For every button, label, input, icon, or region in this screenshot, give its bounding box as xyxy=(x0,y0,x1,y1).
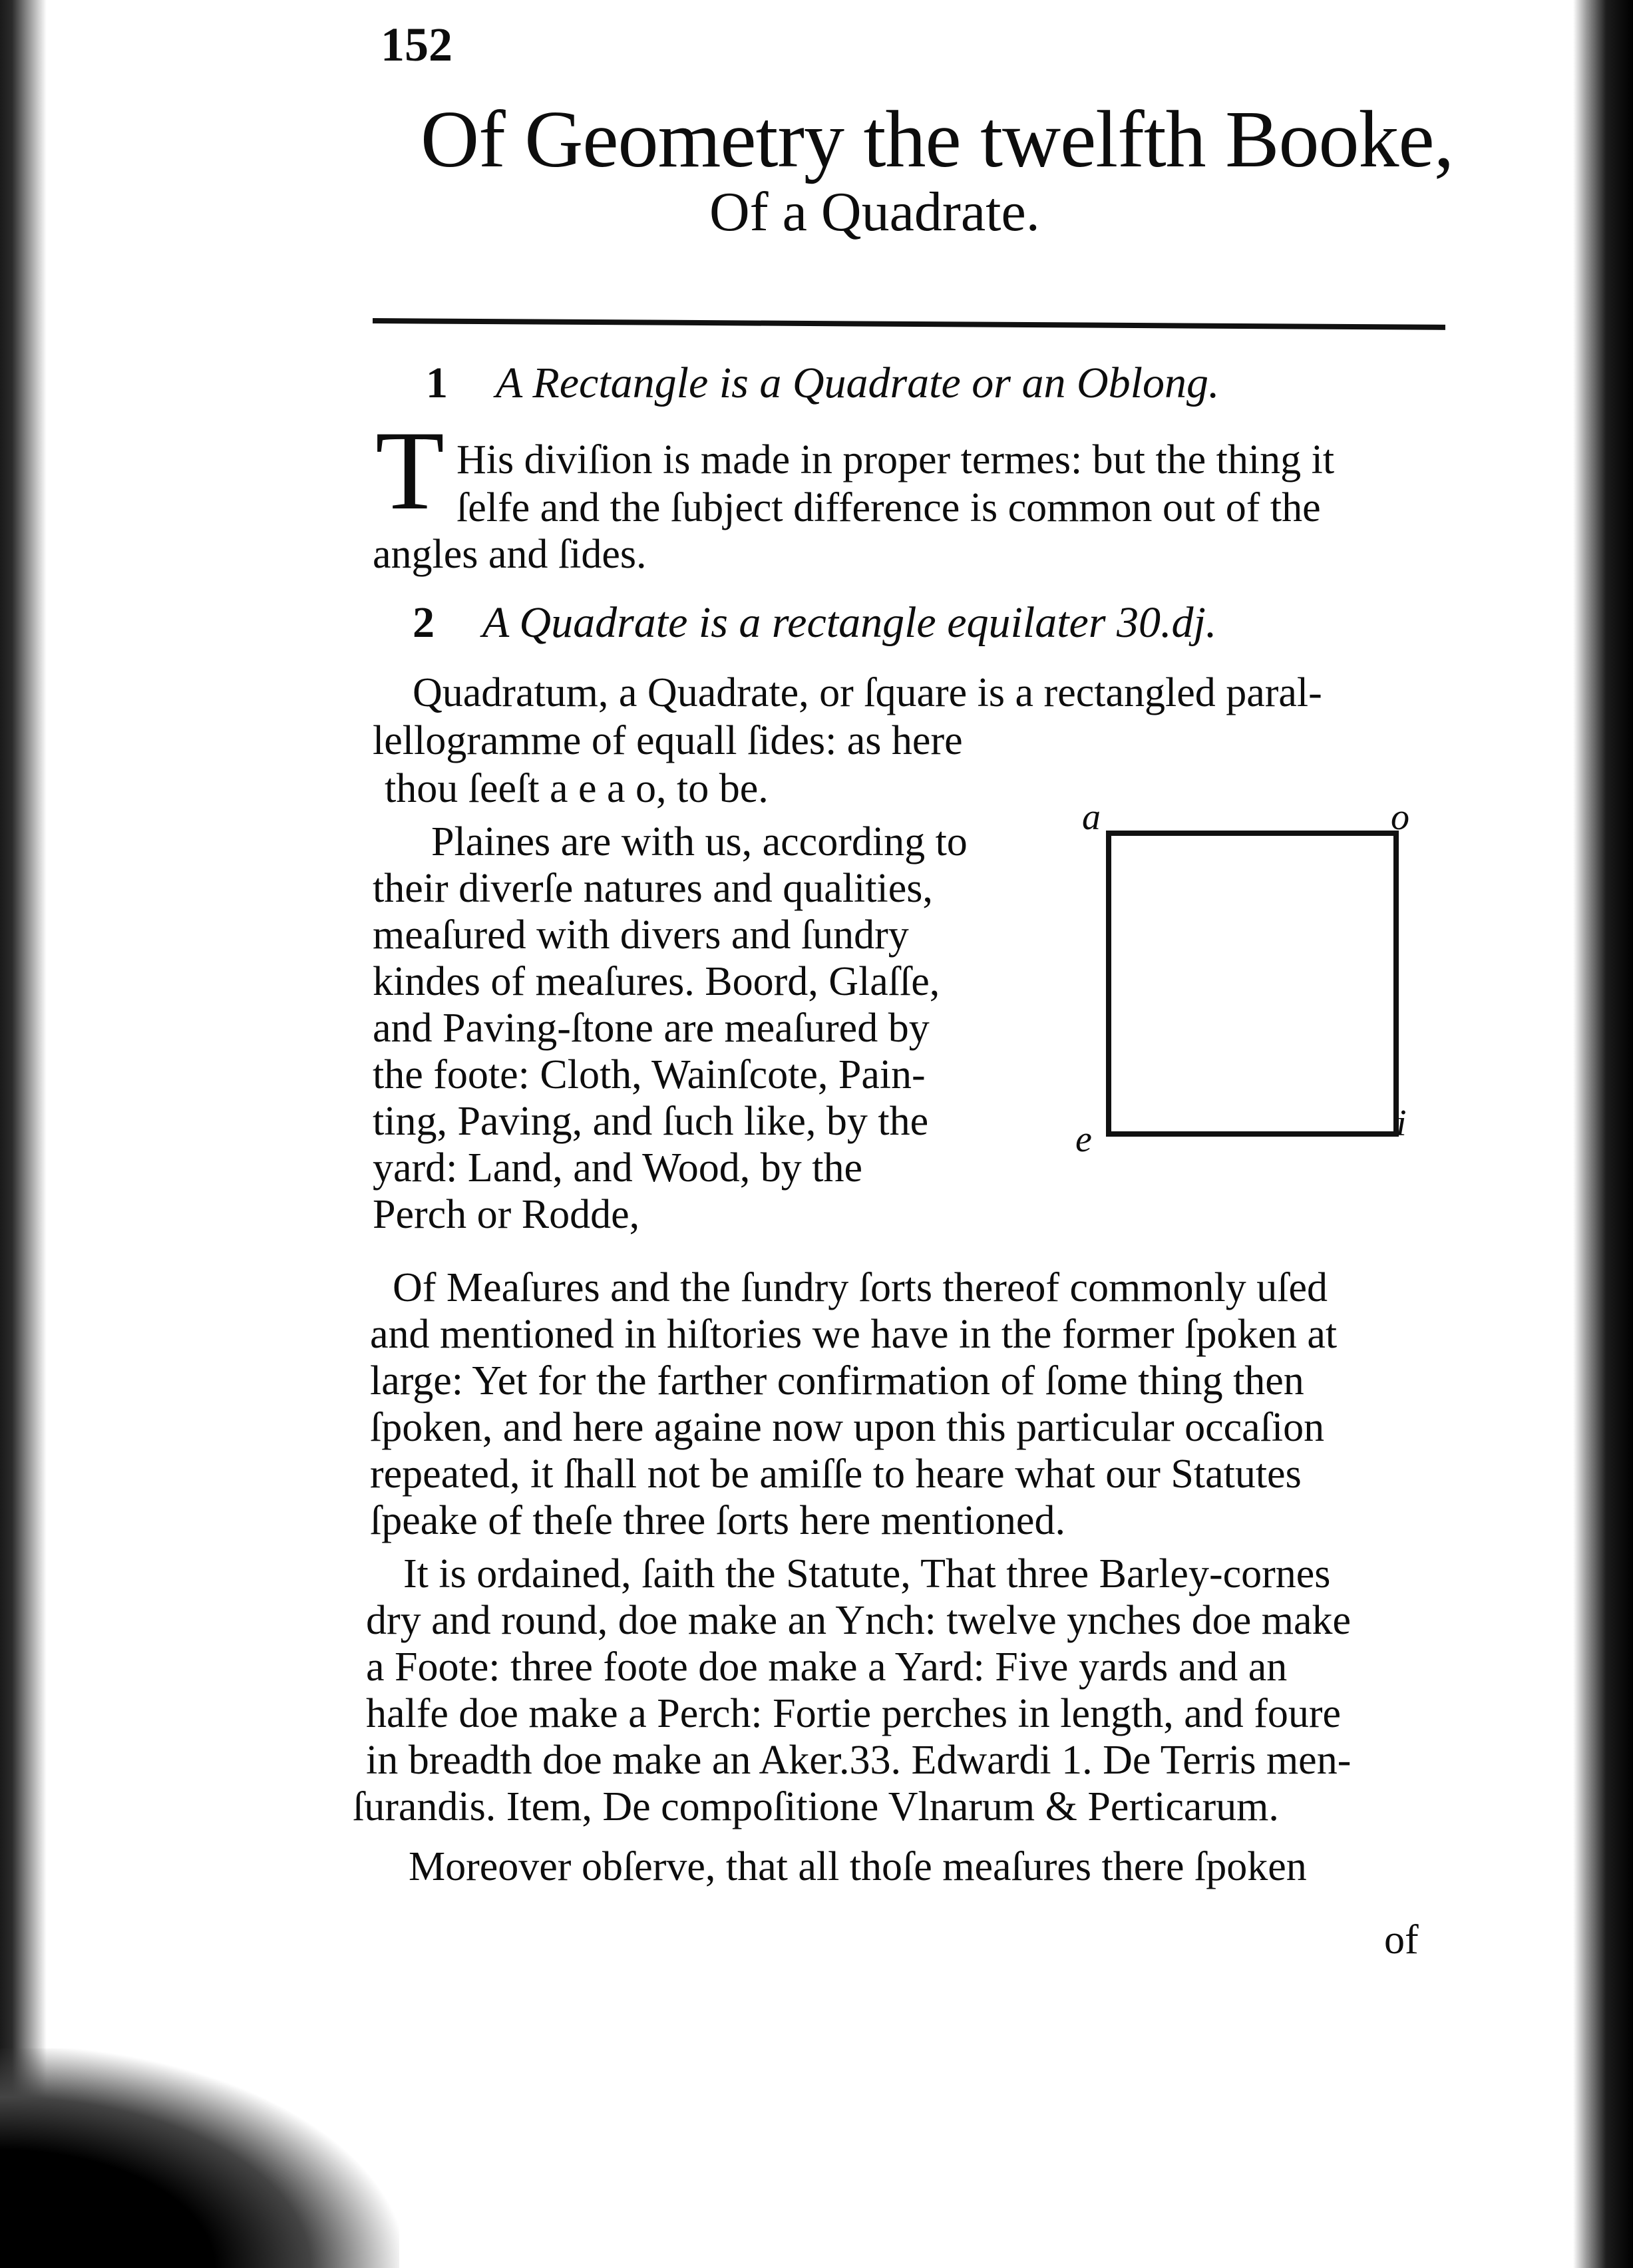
proposition-2-number: 2 xyxy=(413,598,435,647)
section-1-line-2: ſelfe and the ſubject difference is common out of the xyxy=(456,485,1321,530)
plaines-line-8: yard: Land, and Wood, by the xyxy=(373,1145,862,1191)
measures-line-6: ſpeake of theſe three ſorts here mentioned. xyxy=(370,1498,1065,1543)
statute-line-6: ſurandis. Item, De compoſitione Vlnarum & Perticarum. xyxy=(353,1784,1279,1829)
measures-line-5: repeated, it ſhall not be amiſſe to heare what our Statutes xyxy=(370,1451,1302,1497)
section-1-line-3: angles and ſides. xyxy=(373,532,647,577)
catchword: of xyxy=(1384,1917,1419,1963)
figure-label-i: i xyxy=(1396,1103,1407,1144)
plaines-line-3: meaſured with divers and ſundry xyxy=(373,912,909,958)
statute-line-2: dry and round, doe make an Ynch: twelve ynches doe make xyxy=(366,1598,1352,1643)
left-page-edge-shadow xyxy=(0,0,47,2268)
plaines-line-1: Plaines are with us, according to xyxy=(431,819,968,864)
measures-line-2: and mentioned in hiſtories we have in the former ſpoken at xyxy=(370,1312,1338,1357)
plaines-line-4: kindes of meaſures. Boord, Glaſſe, xyxy=(373,959,940,1004)
right-page-edge-shadow xyxy=(1573,0,1633,2268)
moreover-line: Moreover obſerve, that all thoſe meaſures there ſpoken xyxy=(409,1844,1307,1889)
plaines-line-5: and Paving-ſtone are meaſured by xyxy=(373,1006,930,1051)
proposition-1 xyxy=(426,358,1220,409)
plaines-line-2: their diverſe natures and qualities, xyxy=(373,866,933,911)
section-1-line-1: His diviſion is made in proper termes: but the thing it xyxy=(456,437,1335,482)
definition-line-1: Quadratum, a Quadrate, or ſquare is a rectangled paral- xyxy=(413,670,1322,715)
quadrate-figure xyxy=(1106,831,1399,1137)
plaines-line-7: ting, Paving, and ſuch like, by the xyxy=(373,1099,929,1144)
page-title: Of Geometry the twelfth Booke, xyxy=(421,94,1454,184)
page-subtitle: Of a Quadrate. xyxy=(709,181,1040,243)
proposition-1-number: 1 xyxy=(426,359,448,407)
statute-line-4: halfe doe make a Perch: Fortie perches in length, and foure xyxy=(366,1691,1342,1736)
definition-line-3: thou ſeeſt a e a o, to be. xyxy=(385,766,769,811)
measures-line-3: large: Yet for the farther confirmation of ſome thing then xyxy=(370,1358,1304,1404)
dropcap: T xyxy=(375,408,445,533)
measures-line-1: Of Meaſures and the ſundry ſorts thereof commonly uſed xyxy=(393,1265,1328,1310)
proposition-2 xyxy=(413,598,1216,648)
figure-label-o: o xyxy=(1391,797,1409,838)
proposition-2-text: A Quadrate is a rectangle equilater 30.dj. xyxy=(482,598,1217,647)
plaines-line-6: the foote: Cloth, Wainſcote, Pain- xyxy=(373,1052,926,1097)
statute-line-3: a Foote: three foote doe make a Yard: Five yards and an xyxy=(366,1644,1288,1690)
proposition-1-text: A Rectangle is a Quadrate or an Oblong. xyxy=(495,359,1220,407)
title-rule xyxy=(373,318,1445,330)
statute-line-5: in breadth doe make an Aker.33. Edwardi 1. De Terris men- xyxy=(366,1738,1352,1783)
definition-line-2: lellogramme of equall ſides: as here xyxy=(373,718,963,763)
figure-label-a: a xyxy=(1082,797,1101,838)
measures-line-4: ſpoken, and here againe now upon this particular occaſion xyxy=(370,1405,1325,1450)
page-number: 152 xyxy=(381,18,453,71)
figure-label-e: e xyxy=(1075,1119,1092,1160)
plaines-line-9: Perch or Rodde, xyxy=(373,1192,640,1237)
statute-line-1: It is ordained, ſaith the Statute, That three Barley-cornes xyxy=(403,1551,1331,1597)
scan-corner-shadow xyxy=(0,2048,399,2268)
